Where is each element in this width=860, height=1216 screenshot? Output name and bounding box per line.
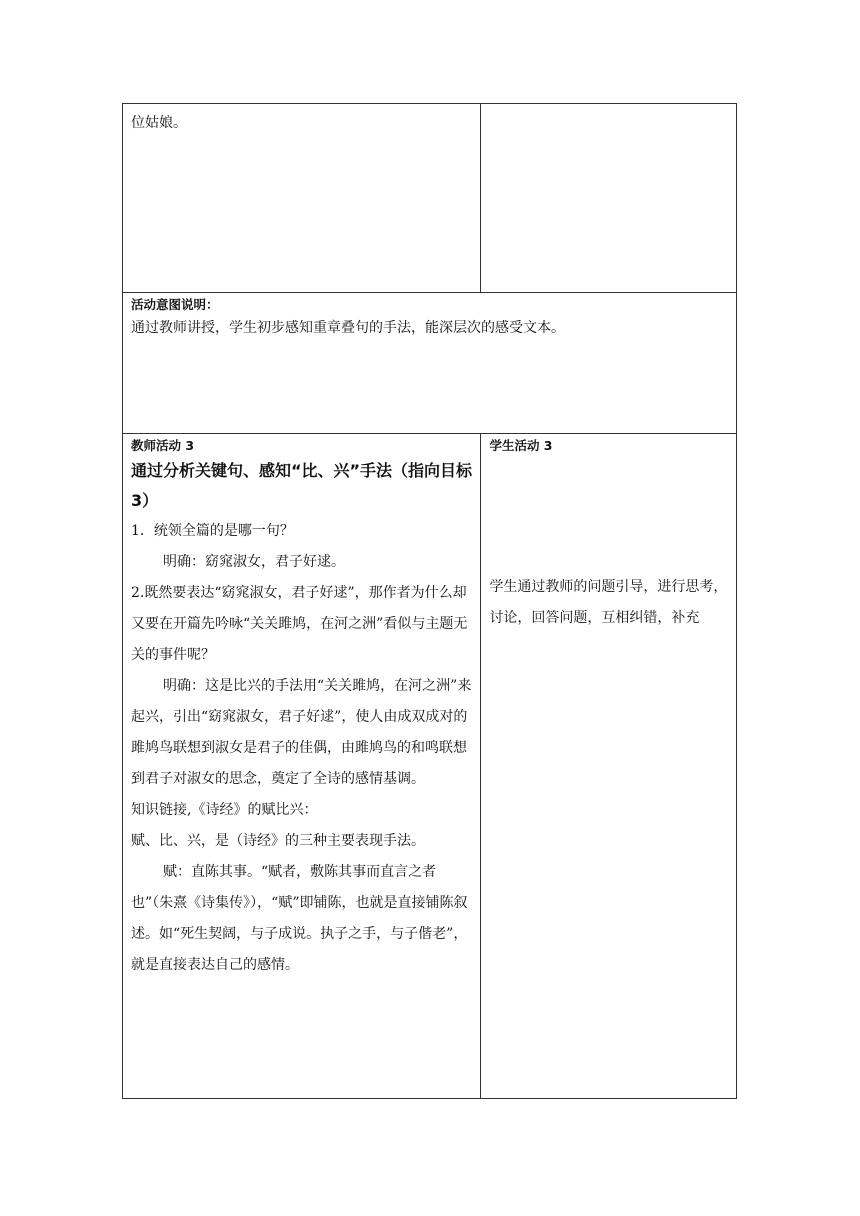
- table-row: [123, 293, 737, 434]
- student-activity-label: 学生活动 3: [489, 438, 553, 453]
- activity-intent-text: 通过教师讲授，学生初步感知重章叠句的手法，能深层次的感受文本。: [131, 320, 565, 336]
- table-row: [123, 104, 737, 293]
- question-2: 2.既然要表达“窈窕淑女，君子好逑”，那作者为什么却又要在开篇先吟咏“关关雎鸠，在河之洲”看似与主题无关的事件呢？: [131, 585, 468, 663]
- lesson-plan-table: [122, 103, 737, 1099]
- student-cell-empty: [481, 104, 737, 293]
- table-row: [123, 434, 737, 1099]
- teacher-activity-cell: [123, 434, 481, 1099]
- teacher-cell-continued: [123, 104, 481, 293]
- knowledge-link: 知识链接,《诗经》的赋比兴：: [131, 802, 318, 818]
- teacher-activity-label: 教师活动 3: [131, 438, 195, 453]
- activity-intent-cell: [123, 293, 737, 434]
- student-activity-cell: [481, 434, 737, 1099]
- continued-text: 位姑娘。: [131, 115, 187, 131]
- answer-1: 明确：窈窕淑女，君子好逑。: [163, 554, 345, 570]
- knowledge-intro: 赋、比、兴，是（诗经》的三种主要表现手法。: [131, 833, 425, 849]
- student-activity-text: 学生通过教师的问题引导，进行思考，讨论，回答问题，互相纠错，补充: [489, 579, 728, 626]
- question-1: 1．统领全篇的是哪一句？: [131, 523, 294, 539]
- activity-intent-label: 活动意图说明：: [131, 297, 219, 312]
- teacher-activity-heading: 通过分析关键句、感知“比、兴”手法（指向目标 3）: [131, 461, 473, 510]
- answer-2: 明确：这是比兴的手法用“关关雎鸠，在河之洲”来起兴，引出“窈窕淑女，君子好逑”，使人由成双成对的雎鸠鸟联想到淑女是君子的佳偶，由雎鸠鸟的和鸣联想到君子对淑女的思念，奠定了全诗的感情基调。: [131, 678, 472, 787]
- fu-explanation: 赋：直陈其事。“赋者，敷陈其事而直言之者也”（朱熹《诗集传》），“赋”即铺陈，也就是直接铺陈叙述。如“死生契阔，与子成说。执子之手，与子偕老”，就是直接表达自己的感情。: [131, 864, 468, 973]
